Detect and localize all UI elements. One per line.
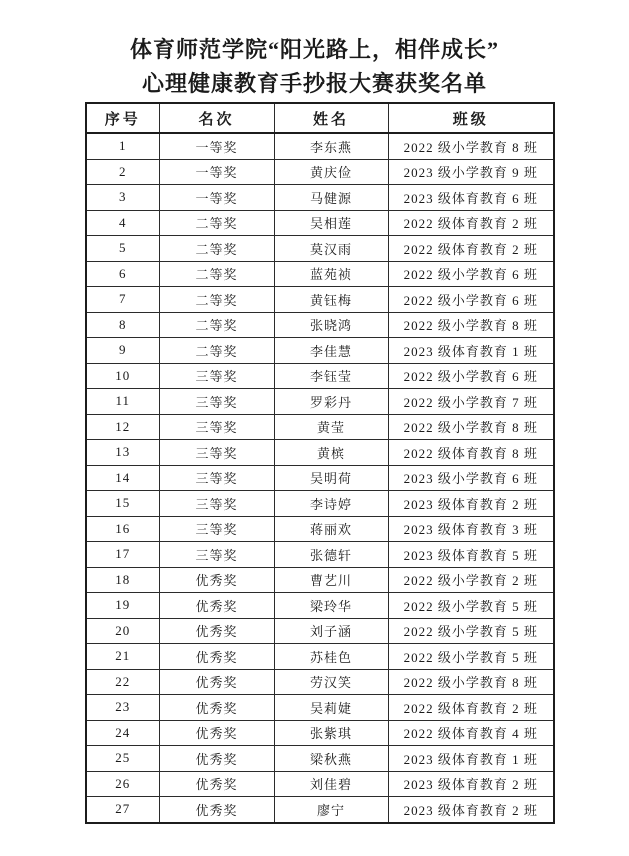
cell-serial: 1 bbox=[86, 133, 159, 159]
cell-serial: 10 bbox=[86, 363, 159, 389]
table-row bbox=[86, 465, 554, 491]
cell-serial: 12 bbox=[86, 414, 159, 440]
cell-name: 蒋丽欢 bbox=[274, 516, 388, 542]
table-row bbox=[86, 440, 554, 466]
cell-serial: 4 bbox=[86, 210, 159, 236]
cell-serial: 22 bbox=[86, 669, 159, 695]
cell-class: 2022 级体育教育 2 班 bbox=[388, 695, 554, 721]
cell-serial: 11 bbox=[86, 389, 159, 415]
header-serial: 序号 bbox=[86, 103, 159, 133]
cell-serial: 16 bbox=[86, 516, 159, 542]
cell-name: 张德轩 bbox=[274, 542, 388, 568]
table-row bbox=[86, 746, 554, 772]
cell-name: 吴明荷 bbox=[274, 465, 388, 491]
cell-rank: 优秀奖 bbox=[159, 695, 274, 721]
cell-class: 2023 级体育教育 2 班 bbox=[388, 771, 554, 797]
cell-rank: 三等奖 bbox=[159, 414, 274, 440]
cell-rank: 二等奖 bbox=[159, 312, 274, 338]
cell-rank: 优秀奖 bbox=[159, 746, 274, 772]
cell-name: 劳汉笑 bbox=[274, 669, 388, 695]
cell-name: 黄庆俭 bbox=[274, 159, 388, 185]
cell-class: 2023 级体育教育 3 班 bbox=[388, 516, 554, 542]
cell-class: 2023 级体育教育 2 班 bbox=[388, 491, 554, 517]
cell-class: 2022 级体育教育 2 班 bbox=[388, 210, 554, 236]
cell-name: 黄钰梅 bbox=[274, 287, 388, 313]
cell-rank: 一等奖 bbox=[159, 133, 274, 159]
header-rank: 名次 bbox=[159, 103, 274, 133]
document-title-line1: 体育师范学院“阳光路上，相伴成长” bbox=[129, 37, 499, 62]
cell-serial: 23 bbox=[86, 695, 159, 721]
table-body bbox=[86, 133, 554, 823]
cell-serial: 19 bbox=[86, 593, 159, 619]
cell-name: 黄槟 bbox=[274, 440, 388, 466]
cell-name: 蓝苑祯 bbox=[274, 261, 388, 287]
table-row bbox=[86, 797, 554, 823]
document-title-line2: 心理健康教育手抄报大赛获奖名单 bbox=[141, 71, 487, 96]
table-row bbox=[86, 338, 554, 364]
cell-name: 李佳慧 bbox=[274, 338, 388, 364]
cell-rank: 三等奖 bbox=[159, 440, 274, 466]
cell-name: 李钰莹 bbox=[274, 363, 388, 389]
cell-rank: 二等奖 bbox=[159, 287, 274, 313]
table-row bbox=[86, 312, 554, 338]
cell-serial: 27 bbox=[86, 797, 159, 823]
table-row bbox=[86, 542, 554, 568]
table-row bbox=[86, 771, 554, 797]
table-row bbox=[86, 389, 554, 415]
cell-rank: 优秀奖 bbox=[159, 669, 274, 695]
table-row bbox=[86, 644, 554, 670]
cell-serial: 26 bbox=[86, 771, 159, 797]
header-row bbox=[86, 103, 554, 133]
cell-serial: 3 bbox=[86, 185, 159, 211]
cell-name: 黄莹 bbox=[274, 414, 388, 440]
cell-name: 刘子涵 bbox=[274, 618, 388, 644]
cell-name: 刘佳碧 bbox=[274, 771, 388, 797]
cell-serial: 6 bbox=[86, 261, 159, 287]
cell-class: 2022 级小学教育 5 班 bbox=[388, 618, 554, 644]
cell-name: 廖宁 bbox=[274, 797, 388, 823]
table-row bbox=[86, 618, 554, 644]
cell-rank: 二等奖 bbox=[159, 261, 274, 287]
cell-class: 2022 级小学教育 8 班 bbox=[388, 669, 554, 695]
cell-serial: 20 bbox=[86, 618, 159, 644]
cell-serial: 9 bbox=[86, 338, 159, 364]
cell-class: 2023 级体育教育 2 班 bbox=[388, 797, 554, 823]
cell-name: 罗彩丹 bbox=[274, 389, 388, 415]
cell-name: 张紫琪 bbox=[274, 720, 388, 746]
cell-serial: 24 bbox=[86, 720, 159, 746]
table-row bbox=[86, 236, 554, 262]
table-row bbox=[86, 261, 554, 287]
cell-serial: 2 bbox=[86, 159, 159, 185]
cell-name: 梁秋燕 bbox=[274, 746, 388, 772]
cell-name: 张晓鸿 bbox=[274, 312, 388, 338]
cell-rank: 优秀奖 bbox=[159, 567, 274, 593]
cell-serial: 18 bbox=[86, 567, 159, 593]
table-row bbox=[86, 593, 554, 619]
table-row bbox=[86, 133, 554, 159]
cell-serial: 13 bbox=[86, 440, 159, 466]
header-name: 姓名 bbox=[274, 103, 388, 133]
document-title bbox=[0, 33, 629, 101]
cell-rank: 三等奖 bbox=[159, 516, 274, 542]
cell-class: 2022 级小学教育 5 班 bbox=[388, 644, 554, 670]
table-row bbox=[86, 159, 554, 185]
cell-class: 2022 级小学教育 5 班 bbox=[388, 593, 554, 619]
table-row bbox=[86, 414, 554, 440]
cell-name: 吴莉婕 bbox=[274, 695, 388, 721]
cell-class: 2022 级小学教育 8 班 bbox=[388, 414, 554, 440]
cell-rank: 优秀奖 bbox=[159, 771, 274, 797]
cell-name: 马健源 bbox=[274, 185, 388, 211]
cell-rank: 优秀奖 bbox=[159, 797, 274, 823]
cell-rank: 优秀奖 bbox=[159, 644, 274, 670]
table-row bbox=[86, 567, 554, 593]
cell-name: 苏桂色 bbox=[274, 644, 388, 670]
cell-class: 2023 级体育教育 1 班 bbox=[388, 338, 554, 364]
header-class: 班级 bbox=[388, 103, 554, 133]
cell-class: 2022 级小学教育 8 班 bbox=[388, 133, 554, 159]
cell-class: 2023 级体育教育 1 班 bbox=[388, 746, 554, 772]
table-row bbox=[86, 669, 554, 695]
table-row bbox=[86, 210, 554, 236]
cell-serial: 5 bbox=[86, 236, 159, 262]
cell-rank: 一等奖 bbox=[159, 159, 274, 185]
cell-class: 2022 级小学教育 8 班 bbox=[388, 312, 554, 338]
cell-name: 李东燕 bbox=[274, 133, 388, 159]
cell-name: 吴相莲 bbox=[274, 210, 388, 236]
awards-table bbox=[85, 102, 555, 824]
cell-serial: 8 bbox=[86, 312, 159, 338]
table-row bbox=[86, 287, 554, 313]
cell-serial: 7 bbox=[86, 287, 159, 313]
cell-name: 曹艺川 bbox=[274, 567, 388, 593]
cell-rank: 优秀奖 bbox=[159, 618, 274, 644]
cell-class: 2022 级小学教育 7 班 bbox=[388, 389, 554, 415]
cell-rank: 三等奖 bbox=[159, 465, 274, 491]
cell-serial: 14 bbox=[86, 465, 159, 491]
cell-rank: 三等奖 bbox=[159, 389, 274, 415]
cell-class: 2022 级体育教育 8 班 bbox=[388, 440, 554, 466]
cell-class: 2022 级小学教育 2 班 bbox=[388, 567, 554, 593]
cell-rank: 三等奖 bbox=[159, 491, 274, 517]
cell-serial: 25 bbox=[86, 746, 159, 772]
cell-rank: 二等奖 bbox=[159, 338, 274, 364]
cell-rank: 一等奖 bbox=[159, 185, 274, 211]
table-row bbox=[86, 491, 554, 517]
cell-rank: 优秀奖 bbox=[159, 593, 274, 619]
table-row bbox=[86, 720, 554, 746]
cell-class: 2022 级体育教育 4 班 bbox=[388, 720, 554, 746]
table-row bbox=[86, 185, 554, 211]
cell-rank: 二等奖 bbox=[159, 210, 274, 236]
cell-class: 2022 级体育教育 2 班 bbox=[388, 236, 554, 262]
cell-rank: 二等奖 bbox=[159, 236, 274, 262]
cell-rank: 三等奖 bbox=[159, 542, 274, 568]
cell-rank: 优秀奖 bbox=[159, 720, 274, 746]
cell-name: 梁玲华 bbox=[274, 593, 388, 619]
cell-class: 2023 级小学教育 6 班 bbox=[388, 465, 554, 491]
cell-class: 2022 级小学教育 6 班 bbox=[388, 363, 554, 389]
cell-name: 李诗婷 bbox=[274, 491, 388, 517]
cell-class: 2022 级小学教育 6 班 bbox=[388, 287, 554, 313]
cell-serial: 15 bbox=[86, 491, 159, 517]
table-row bbox=[86, 695, 554, 721]
cell-class: 2023 级体育教育 5 班 bbox=[388, 542, 554, 568]
cell-class: 2023 级体育教育 6 班 bbox=[388, 185, 554, 211]
cell-class: 2023 级小学教育 9 班 bbox=[388, 159, 554, 185]
cell-class: 2022 级小学教育 6 班 bbox=[388, 261, 554, 287]
cell-serial: 21 bbox=[86, 644, 159, 670]
table-row bbox=[86, 516, 554, 542]
table-row bbox=[86, 363, 554, 389]
cell-rank: 三等奖 bbox=[159, 363, 274, 389]
cell-name: 莫汉雨 bbox=[274, 236, 388, 262]
cell-serial: 17 bbox=[86, 542, 159, 568]
